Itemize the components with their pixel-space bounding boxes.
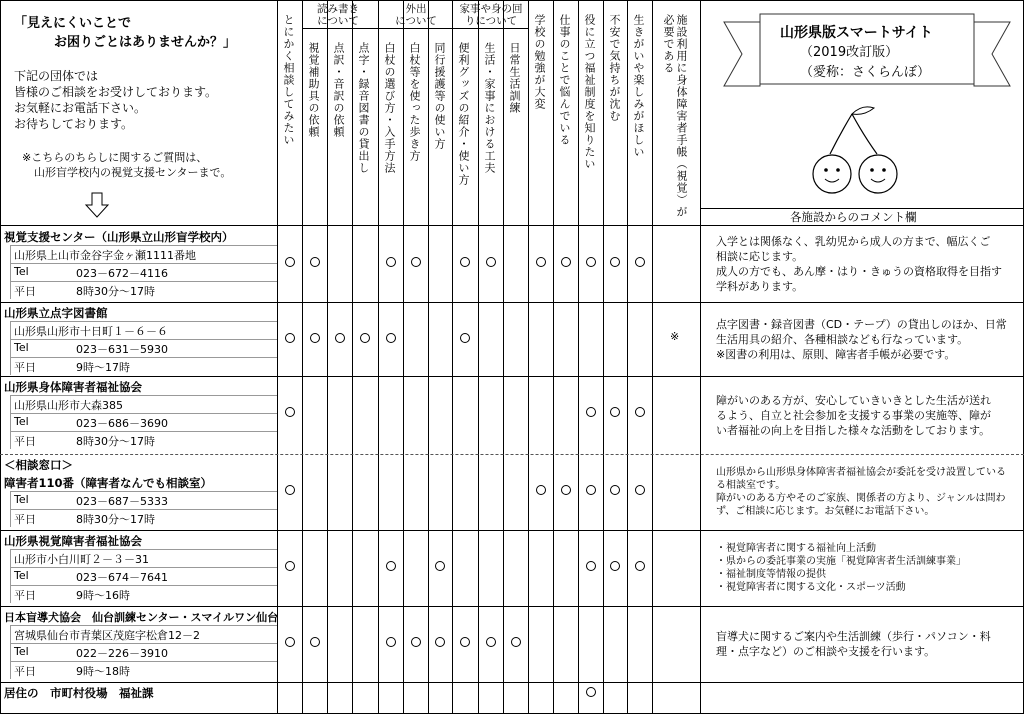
intro-panel [0,0,276,225]
info-separator [10,567,11,585]
comment-line: ※図書の利用は、原則、障害者手帳が必要です。 [716,347,956,361]
org-tel-label: Tel [14,645,29,658]
org-hours-label: 平日 [14,361,36,374]
intro-title-line1: 「見えにくいことで [14,16,132,31]
grid-line [452,28,528,29]
circle-mark [486,637,496,647]
grid-line [0,606,1024,607]
info-separator [10,625,277,626]
cherry-icon [813,107,897,193]
org-address: 山形県上山市金谷字金ヶ瀬1111番地 [14,249,196,262]
org-hours-label: 平日 [14,665,36,678]
column-header: 日常生活訓練 [508,42,521,114]
banner-title: 山形県版スマートサイト [780,25,933,41]
circle-mark [635,561,645,571]
info-separator [10,567,277,568]
org-comment [716,629,991,659]
org-name: 視覚支援センター（山形県立山形盲学校内） [4,230,234,244]
circle-mark [285,407,295,417]
circle-mark [411,637,421,647]
down-arrow-icon [84,192,110,218]
column-header: 学校の勉強が大変 [533,14,546,110]
column-header: 視覚補助具の依頼 [307,42,320,138]
org-address: 山形県山形市十日町１－６－６ [14,325,168,338]
info-separator [10,491,277,492]
column-header: 不安で気持ちが沈む [608,14,621,122]
comment-line: 山形県から山形県身体障害者福祉協会が委託を受け設置している [716,467,1006,478]
info-separator [10,643,11,661]
grid-line [700,208,1024,209]
circle-mark [460,257,470,267]
org-hours-label: 平日 [14,513,36,526]
info-separator [10,549,277,550]
circle-mark [285,561,295,571]
org-address: 宮城県仙台市青葉区茂庭字松倉12－2 [14,629,200,642]
circle-mark [310,257,320,267]
org-tel-label: Tel [14,415,29,428]
org-tel-label: Tel [14,341,29,354]
circle-mark [285,637,295,647]
intro-note-line: 山形盲学校内の視覚支援センターまで。 [34,166,232,179]
column-header: 白杖等を使った歩き方 [408,42,421,162]
info-separator [10,357,11,375]
comment-line: 盲導犬に関するご案内や生活訓練（歩行・パソコン・料 [716,630,991,643]
info-separator [10,245,11,263]
comment-line: ・福祉制度等情報の提供 [716,569,826,580]
column-header: 生きがいや楽しみがほしい [632,14,645,158]
org-tel-label: Tel [14,569,29,582]
banner-nickname: （愛称：さくらんぼ） [800,65,931,80]
info-separator [10,661,11,679]
info-separator [10,661,277,662]
comment-line: るよう、自立と社会参加を支援する事業の実施等、障が [716,408,991,422]
info-separator [10,281,11,299]
note-mark: ※ [670,330,680,343]
circle-mark [586,485,596,495]
comment-line: 入学とは関係なく、乳幼児から成人の方まで、幅広くご [716,235,991,248]
org-hours-label: 平日 [14,589,36,602]
column-header: 白杖の選び方・入手方法 [383,42,396,174]
circle-mark [561,485,571,495]
intro-body-line: 下記の団体では [14,69,99,83]
intro-note-line: ※こちらのちらしに関するご質問は、 [22,151,208,164]
org-comment [716,542,966,594]
column-header: 便利グッズの紹介・使い方 [457,42,470,186]
circle-mark [310,637,320,647]
column-header: 役に立つ福祉制度を知りたい [583,14,596,170]
org-tel: 023－672－4116 [76,267,168,280]
dashed-separator [0,454,1024,455]
group-header-reading [300,3,376,27]
column-header: 施設利用に身体障害者手帳（視覚）が必要である [662,14,688,218]
org-comment [716,466,1006,518]
org-hours: 9時～17時 [76,361,130,374]
comment-line: 障がいのある方やそのご家族、関係者の方より、ジャンルは問わ [716,493,1006,504]
circle-mark [435,561,445,571]
comment-line: 理・点字など）のご相談や支援を行います。 [716,645,936,658]
org-hours: 8時30分～17時 [76,435,155,448]
org-name: 障害者110番（障害者なんでも相談室） [4,476,213,490]
org-name: 山形県立点字図書館 [4,306,108,320]
circle-mark [511,637,521,647]
info-separator [10,509,277,510]
circle-mark [586,407,596,417]
circle-mark [386,637,396,647]
org-address: 山形県山形市大森385 [14,399,123,412]
grid-line [302,28,378,29]
circle-mark [610,561,620,571]
circle-mark [460,637,470,647]
circle-mark [310,333,320,343]
info-separator [10,245,277,246]
org-hours-label: 平日 [14,435,36,448]
circle-mark [536,485,546,495]
group-label: 読み書き について [317,3,359,27]
intro-body-line: お気軽にお電話下さい。 [14,101,147,115]
intro-title-line2: お困りごとはありませんか？」 [54,35,237,50]
circle-mark [586,561,596,571]
comment-line: る相談室です。 [716,480,786,491]
info-separator [10,625,11,643]
info-separator [10,357,277,358]
info-separator [10,321,11,339]
info-separator [10,281,277,282]
group-header-housework [452,3,530,27]
comment-line: 点字図書・録音図書（CD・テープ）の貸出しのほか、日常 [716,317,1007,331]
info-separator [10,339,277,340]
circle-mark [635,485,645,495]
group-label: 家事や身の回 りについて [459,3,523,27]
org-name: 山形県視覚障害者福祉協会 [4,534,142,548]
circle-mark [411,257,421,267]
grid-line [0,682,1024,683]
comment-line: 成人の方でも、あん摩・はり・きゅうの資格取得を目指す [716,265,1002,278]
circle-mark [586,687,596,697]
org-hours: 8時30分～17時 [76,513,155,526]
org-hours: 8時30分～17時 [76,285,155,298]
info-separator [10,509,11,527]
org-comment [716,234,1002,294]
info-separator [10,263,277,264]
comment-line: 障がいのある方が、安心していきいきとした生活が送れ [716,393,991,407]
intro-body [14,68,217,132]
circle-mark [561,257,571,267]
comment-line: ・県からの委託事業の実施「視覚障害者生活訓練事業」 [716,556,966,567]
intro-body-line: 皆様のご相談をお受けしております。 [14,85,218,99]
column-header: 同行援護等の使い方 [433,42,446,150]
info-separator [10,321,277,322]
info-separator [10,431,277,432]
info-separator [10,643,277,644]
circle-mark [386,561,396,571]
circle-mark [435,637,445,647]
circle-mark [635,257,645,267]
circle-mark [335,333,345,343]
org-tel: 023－686－3690 [76,417,168,430]
org-tel: 023－631－5930 [76,343,168,356]
org-tel-label: Tel [14,265,29,278]
circle-mark [360,333,370,343]
column-header: 生活・家事における工夫 [483,42,496,174]
circle-mark [536,257,546,267]
circle-mark [610,485,620,495]
org-hours: 9時～18時 [76,665,130,678]
org-tel: 022－226－3910 [76,647,168,660]
comment-header: 各施設からのコメント欄 [790,210,917,224]
column-header: とにかく相談してみたい [282,14,295,146]
grid-line [0,376,1024,377]
info-separator [10,585,277,586]
grid-line [0,0,1024,1]
circle-mark [460,333,470,343]
info-separator [10,491,11,509]
comment-line: い者福祉の向上を目指した様々な活動をしております。 [716,423,991,437]
circle-mark [285,333,295,343]
comment-line: ず、ご相談に応じます。お気軽にお電話下さい。 [716,506,935,517]
org-comment [716,317,1007,362]
circle-mark [285,257,295,267]
comment-line: ・視覚障害者に関する福祉向上活動 [716,543,876,554]
comment-line: ・視覚障害者に関する文化・スポーツ活動 [716,582,906,593]
org-tel: 023－674－7641 [76,571,168,584]
org-hours: 9時～16時 [76,589,130,602]
comment-line: 相談に応じます。 [716,250,804,263]
grid-line [378,28,453,29]
banner-subtitle: （2019改訂版） [800,45,899,60]
grid-line [0,530,1024,531]
org-name: 山形県身体障害者福祉協会 [4,380,142,394]
column-header: 仕事のことで悩んでいる [558,14,571,146]
info-separator [10,339,11,357]
info-separator [10,395,11,413]
circle-mark [635,407,645,417]
circle-mark [586,257,596,267]
org-tel-label: Tel [14,493,29,506]
info-separator [10,263,11,281]
intro-note [22,150,231,180]
section-label: ＜相談窓口＞ [4,458,73,472]
org-address: 山形市小白川町２－３－31 [14,553,149,566]
circle-mark [610,407,620,417]
org-tel: 023－687－5333 [76,495,168,508]
org-comment [716,393,991,438]
org-hours-label: 平日 [14,285,36,298]
column-header: 点訳・音訳の依頼 [332,42,345,138]
org-name: 日本盲導犬協会 仙台訓練センター・スマイルワン仙台 [4,611,279,624]
info-separator [10,413,11,431]
group-label: 外出 について [395,3,437,27]
comment-line: 学科があります。 [716,280,804,293]
org-name: 居住の 市町村役場 福祉課 [4,686,154,700]
info-separator [10,431,11,449]
circle-mark [386,257,396,267]
intro-body-line: お待ちしております。 [14,117,134,131]
info-separator [10,585,11,603]
circle-mark [610,257,620,267]
column-header: 点字・録音図書の貸出し [357,42,370,174]
info-separator [10,549,11,567]
circle-mark [486,257,496,267]
comment-line: 生活用具の紹介、各種相談なども行なっています。 [716,332,969,346]
info-separator [10,413,277,414]
info-separator [10,395,277,396]
grid-line [0,225,1024,226]
circle-mark [285,485,295,495]
grid-line [0,302,1024,303]
group-header-outing [378,3,454,27]
circle-mark [386,333,396,343]
